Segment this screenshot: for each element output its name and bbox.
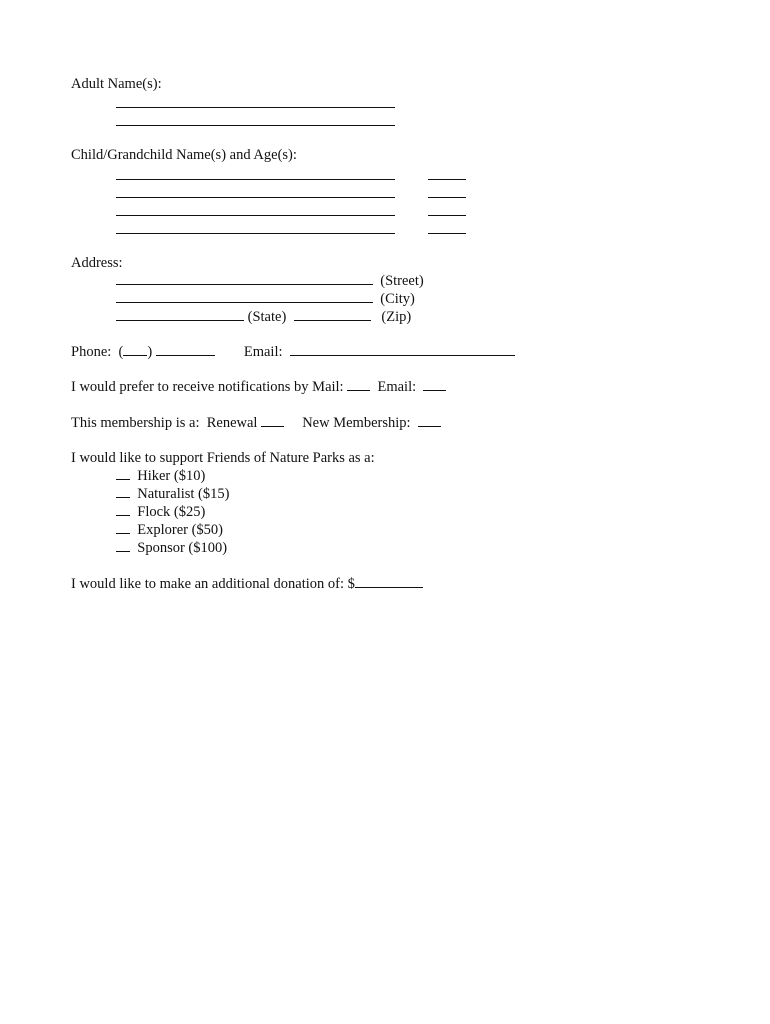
adult-names-label: Adult Name(s):: [71, 76, 162, 92]
level-hiker-checkbox[interactable]: [116, 466, 130, 480]
level-explorer-checkbox[interactable]: [116, 520, 130, 534]
phone-number-field[interactable]: [156, 342, 215, 356]
city-row: [116, 289, 415, 308]
email-field[interactable]: [290, 342, 515, 356]
level-flock: [116, 502, 205, 521]
level-sponsor-label: Sponsor ($100): [137, 540, 228, 556]
level-flock-checkbox[interactable]: [116, 502, 130, 516]
level-naturalist: [116, 484, 229, 503]
level-hiker-label: Hiker ($10): [137, 468, 206, 484]
notification-row: [71, 377, 446, 396]
level-explorer-label: Explorer ($50): [137, 522, 224, 538]
phone-paren-open: (: [118, 344, 124, 360]
level-flock-label: Flock ($25): [137, 504, 206, 520]
notification-text: I would prefer to receive notifications by Mail:: [71, 379, 344, 395]
level-hiker: [116, 466, 205, 485]
child-name-field-1[interactable]: [116, 166, 395, 185]
child-age-field-1[interactable]: [428, 166, 466, 185]
street-field[interactable]: [116, 271, 373, 285]
membership-text: This membership is a: Renewal: [71, 415, 258, 431]
phone-area-code-field[interactable]: [123, 342, 147, 356]
street-label: (Street): [380, 273, 424, 289]
child-name-field-2[interactable]: [116, 184, 395, 203]
phone-label: Phone:: [71, 344, 112, 360]
level-sponsor-checkbox[interactable]: [116, 538, 130, 552]
address-label: Address:: [71, 255, 123, 271]
level-naturalist-label: Naturalist ($15): [137, 486, 230, 502]
renewal-field[interactable]: [261, 413, 284, 427]
child-names-label: Child/Grandchild Name(s) and Age(s):: [71, 147, 297, 163]
phone-email-row: [71, 342, 515, 361]
adult-name-field-1[interactable]: [116, 94, 395, 113]
child-age-field-4[interactable]: [428, 220, 466, 239]
donation-row: [71, 574, 423, 593]
city-field[interactable]: [116, 289, 373, 303]
donation-amount-field[interactable]: [355, 574, 423, 588]
state-field[interactable]: [116, 307, 244, 321]
state-zip-row: [116, 307, 411, 326]
notify-email-label: Email:: [377, 379, 417, 395]
level-sponsor: [116, 538, 227, 557]
membership-row: [71, 413, 441, 432]
new-membership-label: New Membership:: [302, 415, 411, 431]
notify-mail-field[interactable]: [347, 377, 370, 391]
child-name-field-4[interactable]: [116, 220, 395, 239]
state-label: (State): [247, 309, 287, 325]
zip-label: (Zip): [381, 309, 412, 325]
notify-email-field[interactable]: [423, 377, 446, 391]
adult-name-field-2[interactable]: [116, 112, 395, 131]
city-label: (City): [380, 291, 415, 307]
support-text: I would like to support Friends of Nature Parks as a:: [71, 450, 375, 466]
child-name-field-3[interactable]: [116, 202, 395, 221]
donation-text: I would like to make an additional donation of: $: [71, 576, 355, 592]
new-membership-field[interactable]: [418, 413, 441, 427]
zip-field[interactable]: [294, 307, 371, 321]
child-age-field-3[interactable]: [428, 202, 466, 221]
level-naturalist-checkbox[interactable]: [116, 484, 130, 498]
child-age-field-2[interactable]: [428, 184, 466, 203]
email-label: Email:: [243, 344, 283, 360]
phone-paren-close: ): [147, 344, 153, 360]
street-row: [116, 271, 424, 290]
level-explorer: [116, 520, 223, 539]
